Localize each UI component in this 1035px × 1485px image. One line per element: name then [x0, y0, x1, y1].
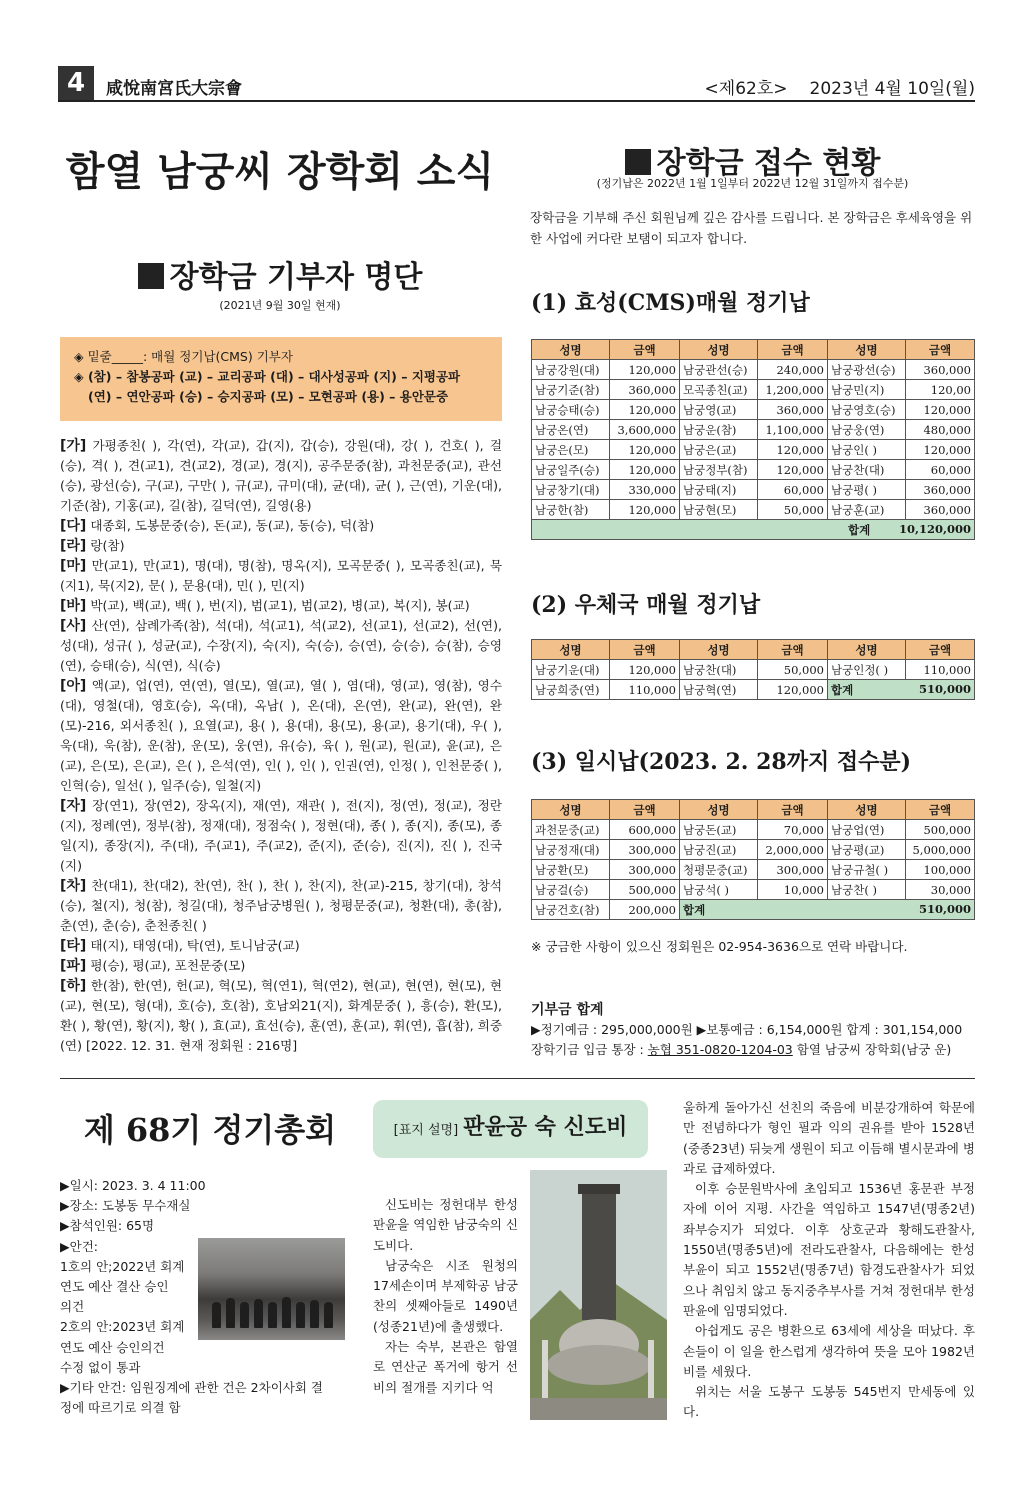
name-cell: 남궁인정( ) [828, 660, 906, 680]
column-header: 성명 [680, 640, 758, 660]
amount-cell: 10,000 [758, 880, 828, 900]
name-cell: 남궁은(모) [532, 440, 610, 460]
total-row [532, 520, 975, 540]
meeting-detail-line: 의건 [60, 1299, 85, 1315]
amount-cell: 360,000 [610, 380, 680, 400]
meeting-detail-line: ▶기타 안건: 임원징계에 관한 건은 2차이사회 결 [60, 1380, 323, 1396]
cms-table [531, 339, 975, 540]
donor-group-names: 박(교), 백(교), 백( ), 번(지), 범(교1), 범(교2), 병(교), 복(지), 봉(교) [86, 598, 470, 613]
table-header-row [532, 340, 975, 360]
name-cell: 남궁현(모) [680, 500, 758, 520]
table-row [532, 660, 975, 680]
table-row [532, 500, 975, 520]
name-cell: 남궁정부(참) [680, 460, 758, 480]
donor-group-names: 액(교), 업(연), 연(연), 열(모), 열(교), 열( ), 염(대), 영(교), 영(참), 영수(대), 영철(대), 영호(승), 옥(대), 옥남( ), 온(대), 온(연), 완(교), 완(연), 완(모)-216, 외서종친( ), 요열(교), 용( ), 용(대), 용(모), 용(교), 용기(대), 우( ), 욱(대), 욱(참), 운(참), 운(모), 웅(연), 유(승), 육( ), 원(교), 원(교), 윤(교), 은(교), 은(모), 은(교), 은( ), 은석(연), 인( ), 인( ), 인권(연), 인정( ), 인천문중( ), 인혁(승), 일선( ), 일주(승), 일철(지) [60, 678, 502, 793]
receipt-intro: 장학금을 기부해 주신 회원님께 깊은 감사를 드립니다. 본 장학금은 후세육영을 위한 사업에 커다란 보탬이 되고자 합니다. [530, 210, 973, 246]
donor-group-key: [사] [60, 618, 87, 634]
column-header: 금액 [906, 340, 975, 360]
meeting-photo [198, 1238, 345, 1340]
amount-cell: 300,000 [610, 840, 680, 860]
general-meeting-title: 제 68기 정기총회 [83, 1111, 337, 1149]
amount-cell: 120,00 [906, 380, 975, 400]
table-row [532, 420, 975, 440]
amount-cell: 110,000 [610, 680, 680, 700]
monument-illustration [530, 1170, 667, 1420]
donor-group [60, 436, 502, 516]
postal-table [531, 639, 975, 700]
total-label: 합계 [831, 682, 854, 697]
amount-cell: 500,000 [906, 820, 975, 840]
amount-cell: 120,000 [758, 460, 828, 480]
table-row [532, 900, 975, 920]
amount-cell: 100,000 [906, 860, 975, 880]
section-2-title: (2) 우체국 매월 정기납 [531, 592, 761, 618]
name-cell: 남궁영호(승) [828, 400, 906, 420]
name-cell: 남궁강원(대) [532, 360, 610, 380]
name-cell: 남궁기운(대) [532, 660, 610, 680]
amount-cell: 500,000 [610, 880, 680, 900]
name-cell: 과천문중(교) [532, 820, 610, 840]
donor-subtitle: (2021년 9월 30일 현재) [219, 299, 341, 312]
name-cell: 청평문중(교) [680, 860, 758, 880]
donor-group-key: [아] [60, 678, 87, 694]
amount-cell: 1,100,000 [758, 420, 828, 440]
column-header: 금액 [758, 340, 828, 360]
donor-group-names: 만(교1), 만(교1), 명(대), 명(참), 명옥(지), 모곡문중( ), 모곡종친(교), 묵(지1), 묵(지2), 문( ), 문용(대), 민( ), 민(지) [60, 558, 502, 593]
name-cell: 남궁걸(승) [532, 880, 610, 900]
story-paragraph: 울하게 돌아가신 선친의 죽음에 비분강개하여 학문에만 전념하다가 형인 필과 익의 권유를 받아 1528년(중종23년) 뒤늦게 생원이 되고 이듬해 별시문과에 병과로 급제하였다. [683, 1100, 975, 1176]
issue-info [683, 74, 975, 99]
section-divider [60, 1078, 975, 1079]
name-cell: 남궁희중(연) [532, 680, 610, 700]
column-header: 금액 [758, 800, 828, 820]
donor-group [60, 796, 502, 876]
donor-group-names: 한(참), 한(연), 헌(교), 혁(모), 혁(연1), 혁(연2), 현(교), 현(연), 현(모), 현(교), 현(모), 형(대), 호(승), 호(참), 호남외21(지), 화계문중( ), 흥(승), 환(모), 환( ), 황(연), 황(지), 황( ), 효(교), 효선(승), 훈(연), 훈(교), 휘(연), 흡(참), 희중(연) [2022. 12. 31. 현재 정회원 : 216명] [60, 978, 502, 1053]
meeting-detail-line: 연도 예산 결산 승인 [60, 1279, 169, 1295]
column-header: 성명 [680, 800, 758, 820]
amount-cell: 5,000,000 [906, 840, 975, 860]
column-header: 성명 [828, 640, 906, 660]
name-cell: 남궁건호(참) [532, 900, 610, 920]
amount-cell: 300,000 [610, 860, 680, 880]
column-header: 금액 [610, 340, 680, 360]
name-cell: 남궁승태(승) [532, 400, 610, 420]
account-line [531, 1040, 976, 1060]
story-paragraph: 이후 승문원박사에 초임되고 1536년 홍문관 부정자에 이어 지평. 사간을 역임하고 1547년(명종2년) 좌부승지가 되었다. 이후 상호군과 황해도관찰사, 1550년(명종5년)에 전라도관찰사, 다음해에는 한성부윤이 되고 1552년(명종7년) 함경도관찰사가 되었으나 취임치 않고 동지중추부사를 거쳐 정헌대부 한성판윤에 임명되었다. [683, 1181, 975, 1318]
column-header: 금액 [610, 800, 680, 820]
name-cell: 남궁인( ) [828, 440, 906, 460]
name-cell: 남궁기준(참) [532, 380, 610, 400]
donor-group-names: 대종회, 도봉문중(승), 돈(교), 동(교), 동(승), 덕(참) [86, 518, 375, 533]
table-row [532, 880, 975, 900]
name-cell: 남궁정재(대) [532, 840, 610, 860]
name-cell: 남궁환(모) [532, 860, 610, 880]
donor-group [60, 876, 502, 936]
story-paragraph: 아쉽게도 공은 병환으로 63세에 세상을 떠났다. 후손들이 이 일을 한스럽게 생각하여 뜻을 모아 1982년 비를 세웠다. [683, 1323, 975, 1379]
amount-cell: 1,200,000 [758, 380, 828, 400]
name-cell: 남궁민(지) [828, 380, 906, 400]
table-row [532, 440, 975, 460]
column-header: 성명 [828, 800, 906, 820]
name-cell: 남궁찬(대) [828, 460, 906, 480]
donor-group-names: 장(연1), 장(연2), 장옥(지), 재(연), 재관( ), 전(지), 정(연), 정(교), 정란(지), 정례(연), 정부(참), 정재(대), 정점숙( ), 정현(대), 종( ), 종(지), 종(모), 종일(지), 종장(지), 주(대), 주(교1), 주(교2), 준(지), 준(승), 진(지), 진( ), 진국(지) [60, 798, 502, 873]
donor-group [60, 516, 502, 536]
table-row [532, 400, 975, 420]
donor-group [60, 936, 502, 956]
total-cell [532, 520, 975, 540]
name-cell: 남궁온(연) [532, 420, 610, 440]
amount-cell: 120,000 [610, 360, 680, 380]
column-header: 성명 [532, 340, 610, 360]
donor-group-names: 평(승), 평(교), 포천문중(모) [86, 958, 246, 973]
table-row [532, 860, 975, 880]
column-header: 성명 [532, 640, 610, 660]
name-cell: 남궁한(참) [532, 500, 610, 520]
donor-group-names: 랑(참) [86, 538, 125, 553]
legend-line-3: (연) – 연안공파 (승) – 승지공파 (모) – 모현공파 (용) – 용안문중 [88, 389, 449, 404]
table-row [532, 460, 975, 480]
amount-cell: 120,000 [610, 660, 680, 680]
name-cell: 남궁광선(승) [828, 360, 906, 380]
section-1-title: (1) 효성(CMS)매월 정기납 [531, 290, 810, 316]
donor-group [60, 556, 502, 596]
meeting-detail-line: ▶장소: 도봉동 무수재실 [60, 1198, 191, 1214]
monument-photo [530, 1170, 667, 1420]
table-row [532, 840, 975, 860]
total-value: 10,120,000 [898, 521, 971, 536]
donation-total-line: ▶정기예금 : 295,000,000원 ▶보통예금 : 6,154,000원 합계 : 301,154,000 [531, 1022, 963, 1037]
amount-cell: 70,000 [758, 820, 828, 840]
meeting-detail-line: 2호의 안:2023년 회계 [60, 1319, 185, 1335]
legend-line-1: ◈ 밑줄_____: 매월 정기납(CMS) 기부자 [74, 349, 293, 364]
donor-group-key: [타] [60, 938, 87, 954]
donor-group [60, 976, 502, 1056]
meeting-detail-line: ▶참석인원: 65명 [60, 1218, 155, 1234]
receipt-subtitle: (정기납은 2022년 1월 1일부터 2022년 12월 31일까지 접수분) [596, 177, 909, 190]
cover-caption-box [373, 1100, 648, 1158]
name-cell: 남궁일주(승) [532, 460, 610, 480]
table-header-row [532, 800, 975, 820]
square-bullet-icon [138, 263, 164, 289]
story-paragraph: 자는 숙부, 본관은 함열로 연산군 폭거에 항거 선비의 절개를 지키다 억 [373, 1339, 518, 1395]
lump-sum-table [531, 799, 975, 920]
donation-total-heading: 기부금 합계 [531, 1002, 604, 1018]
donor-group-key: [다] [60, 518, 87, 534]
amount-cell: 50,000 [758, 500, 828, 520]
donor-group [60, 956, 502, 976]
amount-cell: 120,000 [610, 440, 680, 460]
name-cell: 남궁관선(승) [680, 360, 758, 380]
donor-group-key: [하] [60, 978, 87, 994]
issue-date: 2023년 4월 10일(월) [809, 79, 975, 99]
legend-line-2: ◈ (참) – 참봉공파 (교) – 교리공파 (대) – 대사성공파 (지) – 지평공파 [74, 369, 461, 384]
name-cell: 남궁은(교) [680, 440, 758, 460]
meeting-detail-line: ▶안건: [60, 1238, 98, 1254]
amount-cell: 120,000 [758, 680, 828, 700]
total-value: 510,000 [918, 901, 971, 916]
amount-cell: 200,000 [610, 900, 680, 920]
section-3-title: (3) 일시납(2023. 2. 28까지 접수분) [531, 749, 912, 775]
amount-cell: 120,000 [906, 440, 975, 460]
name-cell: 남궁규철( ) [828, 860, 906, 880]
donor-group-names: 가평종친( ), 각(연), 각(교), 갑(지), 갑(승), 강원(대), 강( ), 건호( ), 걸(승), 격( ), 견(교1), 견(교2), 경(교), 경(지), 공주문중(참), 과천문중(교), 관선(승), 광선(승), 구(교), 구만( ), 규(교), 규미(대), 균(대), 균( ), 근(연), 기운(대), 기준(참), 기홍(교), 길(참), 길덕(연), 길영(용) [60, 438, 502, 513]
donor-group [60, 596, 502, 616]
amount-cell: 360,000 [906, 360, 975, 380]
column-header: 금액 [906, 640, 975, 660]
square-bullet-icon [625, 149, 651, 175]
story-paragraph: 신도비는 정헌대부 한성판윤을 역임한 남궁숙의 신도비다. [373, 1197, 518, 1253]
meeting-detail-line: 수정 없이 통과 [60, 1359, 141, 1375]
donor-section-title [60, 252, 500, 296]
name-cell: 남궁창기(대) [532, 480, 610, 500]
name-cell: 남궁찬( ) [828, 880, 906, 900]
table-row [532, 480, 975, 500]
amount-cell: 240,000 [758, 360, 828, 380]
amount-cell: 120,000 [610, 500, 680, 520]
table-row [532, 680, 975, 700]
story-paragraph: 위치는 서울 도봉구 도봉동 545번지 만세동에 있다. [683, 1384, 975, 1420]
total-value: 510,000 [918, 681, 971, 696]
contact-note: ※ 궁금한 사항이 있으신 정회원은 02-954-3636으로 연락 바랍니다. [531, 939, 908, 954]
table-header-row [532, 640, 975, 660]
cover-caption-prefix: [표지 설명] [393, 1123, 459, 1138]
account-label: 장학기금 입금 통장 : [531, 1042, 648, 1057]
amount-cell: 360,000 [758, 400, 828, 420]
column-header: 금액 [758, 640, 828, 660]
name-cell: 남궁진(교) [680, 840, 758, 860]
donor-list [60, 436, 502, 1056]
page-number: 4 [58, 66, 94, 100]
name-cell: 남궁돈(교) [680, 820, 758, 840]
amount-cell: 330,000 [610, 480, 680, 500]
column-header: 성명 [680, 340, 758, 360]
page-header [58, 64, 975, 102]
total-cell [680, 900, 975, 920]
donor-legend-box [60, 337, 502, 421]
donor-group-names: 태(지), 태영(대), 탁(연), 토니남궁(교) [86, 938, 300, 953]
amount-cell: 60,000 [758, 480, 828, 500]
donation-total [531, 1000, 976, 1060]
amount-cell: 2,000,000 [758, 840, 828, 860]
meeting-detail-line: 정에 따르기로 의결 함 [60, 1400, 181, 1416]
name-cell: 남궁훈(교) [828, 500, 906, 520]
cover-story-text-right [683, 1098, 975, 1423]
column-header: 성명 [532, 800, 610, 820]
name-cell: 남궁운(참) [680, 420, 758, 440]
receipt-title-text: 장학금 접수 현황 [656, 146, 881, 181]
amount-cell: 3,600,000 [610, 420, 680, 440]
amount-cell: 360,000 [906, 480, 975, 500]
amount-cell: 110,000 [906, 660, 975, 680]
meeting-detail-line: ▶일시: 2023. 3. 4 11:00 [60, 1178, 206, 1193]
amount-cell: 60,000 [906, 460, 975, 480]
column-header: 금액 [610, 640, 680, 660]
donor-group [60, 616, 502, 676]
name-cell: 남궁석( ) [680, 880, 758, 900]
amount-cell: 120,000 [906, 400, 975, 420]
donor-group-key: [가] [60, 438, 87, 454]
cover-caption-title: 판윤공 숙 신도비 [463, 1114, 628, 1140]
donor-group-key: [라] [60, 538, 87, 554]
account-holder: 함열 남궁씨 장학회(남궁 운) [792, 1042, 952, 1057]
amount-cell: 30,000 [906, 880, 975, 900]
table-row [532, 360, 975, 380]
name-cell: 남궁혁(연) [680, 680, 758, 700]
total-label: 합계 [683, 902, 706, 917]
donor-group [60, 536, 502, 556]
name-cell: 남궁웅(연) [828, 420, 906, 440]
donor-group-names: 산(연), 삼례가족(참), 석(대), 석(교1), 석(교2), 선(교1), 선(교2), 선(연), 성(대), 성규( ), 성균(교), 수장(지), 숙(지), 숙(승), 승(연), 승(승), 승(참), 승영(연), 승태(승), 식(연), 식(승) [60, 618, 502, 673]
total-label: 합계 [848, 522, 871, 537]
meeting-detail-line: 연도 예산 승인의건 [60, 1339, 165, 1355]
name-cell: 남궁업(연) [828, 820, 906, 840]
table-row [532, 820, 975, 840]
name-cell: 남궁평(교) [828, 840, 906, 860]
donor-group [60, 676, 502, 796]
donor-group-key: [마] [60, 558, 87, 574]
amount-cell: 480,000 [906, 420, 975, 440]
amount-cell: 360,000 [906, 500, 975, 520]
column-header: 금액 [906, 800, 975, 820]
paper-name: 咸悅南宮氏大宗會 [106, 79, 242, 99]
column-header: 성명 [828, 340, 906, 360]
donor-group-key: [파] [60, 958, 87, 974]
account-number: 농협 351-0820-1204-03 [647, 1042, 793, 1057]
main-title: 함열 남궁씨 장학회 소식 [65, 148, 495, 195]
donor-group-key: [차] [60, 878, 87, 894]
issue-number: <제62호> [704, 79, 788, 99]
amount-cell: 120,000 [758, 440, 828, 460]
amount-cell: 600,000 [610, 820, 680, 840]
table-row [532, 380, 975, 400]
amount-cell: 50,000 [758, 660, 828, 680]
name-cell: 남궁찬(대) [680, 660, 758, 680]
name-cell: 남궁영(교) [680, 400, 758, 420]
meeting-detail-line: 1호의 안;2022년 회계 [60, 1258, 185, 1274]
donor-group-key: [자] [60, 798, 87, 814]
name-cell: 모곡종친(교) [680, 380, 758, 400]
donor-group-key: [바] [60, 598, 87, 614]
amount-cell: 120,000 [610, 400, 680, 420]
amount-cell: 300,000 [758, 860, 828, 880]
story-paragraph: 남궁숙은 시조 원청의 17세손이며 부제학공 남궁찬의 셋째아들로 1490년(성종21년)에 출생했다. [373, 1257, 518, 1334]
donor-title-text: 장학금 기부자 명단 [169, 260, 423, 295]
name-cell: 남궁태(지) [680, 480, 758, 500]
cover-story-text-left [373, 1195, 518, 1398]
amount-cell: 120,000 [610, 460, 680, 480]
total-cell [828, 680, 975, 700]
name-cell: 남궁평( ) [828, 480, 906, 500]
donor-group-names: 찬(대1), 찬(대2), 찬(연), 찬( ), 찬( ), 찬(지), 찬(교)-215, 창기(대), 창석(승), 철(지), 청(참), 청길(대), 청주남궁병원( ), 청평문중(교), 청환(대), 총(참), 춘(연), 춘(승), 춘천종친( ) [60, 878, 502, 933]
